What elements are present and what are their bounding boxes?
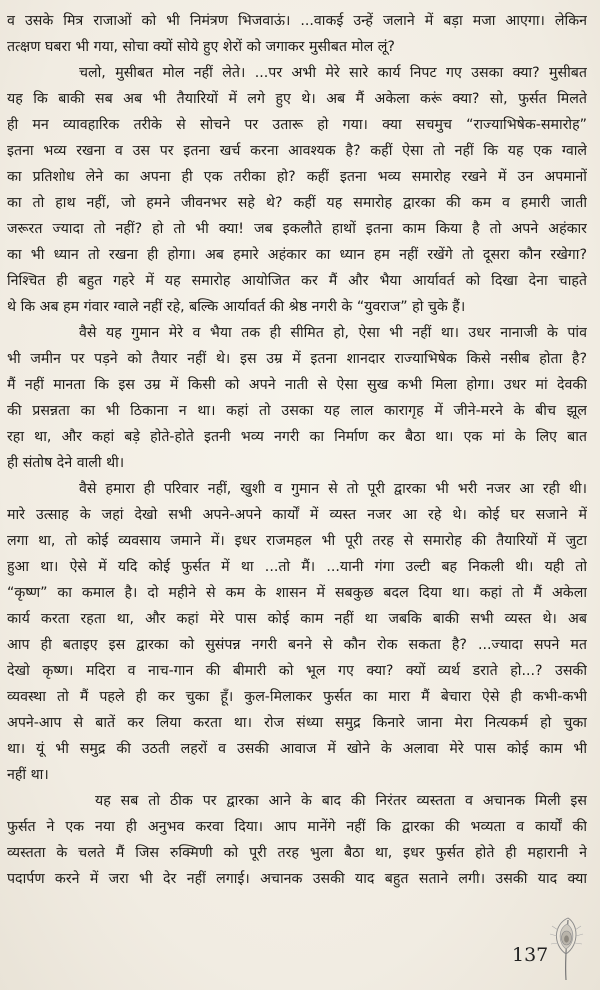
- text-line: नहीं था।: [7, 767, 49, 783]
- text-line: रहा था, और कहां बड़े होते-होते इतनी भव्य नगरी का निर्माण कर बैठा था। एक मां के लिए बात: [7, 429, 587, 445]
- paragraph-2: [7, 60, 587, 320]
- text-line: व्यवस्था तो मैं पहले ही कर चुका हूँ। कुल-मिलाकर फुर्सत का मारा मैं बेचारा ऐसे ही कभी-कभी: [7, 689, 587, 705]
- text-line: अपने-आप से बातें कर लिया करता था। रोज संध्या समुद्र किनारे जाना मेरा नित्यकर्म हो चुका: [7, 715, 587, 731]
- text-line: वैसे यह गुमान मेरे व भैया तक ही सीमित हो, ऐसा भी नहीं था। उधर नानाजी के पांव: [79, 325, 587, 341]
- text-line: यह कि बाकी सब अब भी तैयारियों में लगे हुए थे। अब मैं अकेला करूं क्या? सो, फुर्सत मिलते: [7, 91, 587, 107]
- text-line: लगा था, तो कोई व्यवसाय जमाने में। इधर राजमहल भी पूरी तरह से समारोह की तैयारियों में जुटा: [7, 533, 587, 549]
- text-line: ही मन व्यावहारिक तरीके से सोचने पर उतारू हो गया। क्या सचमुच “राज्याभिषेक-समारोह”: [7, 117, 587, 133]
- text-line: पदार्पण करने में जरा भी देर नहीं लगाई। अचानक उसकी याद बहुत सताने लगी। उसकी याद क्या: [7, 871, 587, 887]
- text-line: देखो कृष्ण। मदिरा व नाच-गान की बीमारी को भूल गए क्या? क्यों व्यर्थ डराते हो...? उसकी: [7, 663, 587, 679]
- text-line: “कृष्ण” का कमाल है। दो महीने से कम के शासन में सबकुछ बदल दिया था। कहां तो मैं अकेला: [7, 585, 587, 601]
- text-line: था। यूं भी समुद्र की उठती लहरों व उसकी आवाज में खोने के अलावा मेरे पास कोई काम भी: [7, 741, 587, 757]
- paragraph-3: [7, 320, 587, 476]
- text-line: का प्रतिशोध लेने का अपना ही एक तरीका हो? कहीं इतना भव्य समारोह रखने में उन अपमानों: [7, 169, 587, 185]
- peacock-feather-icon: [546, 910, 586, 982]
- text-line: का तो हाथ नहीं, जो हमने जीवनभर सहे थे? कहीं यह समारोह द्वारका की कम व हमारी जाती: [7, 195, 587, 211]
- text-line: यह सब तो ठीक पर द्वारका आने के बाद की निरंतर व्यस्तता व अचानक मिली इस: [95, 793, 587, 809]
- text-line: चलो, मुसीबत मोल नहीं लेते। ...पर अभी मेरे सारे कार्य निपट गए उसका क्या? मुसीबत: [79, 65, 587, 81]
- text-line: तत्क्षण घबरा भी गया, सोचा क्यों सोये हुए शेरों को जगाकर मुसीबत मोल लूं?: [7, 39, 395, 55]
- text-line: फुर्सत ने एक नया ही अनुभव करवा दिया। आप मानेंगे नहीं कि द्वारका की भव्यता व कार्यों की: [7, 819, 587, 835]
- text-line: कार्य करता रहता था, और कहां मेरे पास कोई काम नहीं था जबकि बाकी सभी व्यस्त थे। अब: [7, 611, 587, 627]
- text-line: जरूरत ज्यादा तो नहीं? हो तो भी क्या! जब इकलौते हाथों इतना काम किया है तो अपने अहंकार: [7, 221, 587, 237]
- text-line: थे कि अब हम गंवार ग्वाले नहीं रहे, बल्कि आर्यावर्त की श्रेष्ठ नगरी के “युवराज” हो चुके हैं।: [7, 299, 466, 315]
- paragraph-4: [7, 476, 587, 788]
- text-line: आप ही बताइए इस द्वारका को सुसंपन्न नगरी बनने से कौन रोक सकता है? ...ज्यादा सपने मत: [7, 637, 587, 653]
- paragraph-5: [7, 788, 587, 892]
- text-line: हुआ था। ऐसे में यदि कोई फुर्सत में था ...तो मैं। ...यानी गंगा उल्टी बह निकली थी। यही तो: [7, 559, 587, 575]
- text-line: मारे उत्साह के जहां देखो सभी अपने-अपने कार्यों में व्यस्त नजर आ रहे थे। कोई घर सजाने में: [7, 507, 587, 523]
- text-line: का भी ध्यान तो रखना ही होगा। अब हमारे अहंकार का ध्यान हम नहीं रखेंगे तो दूसरा कौन रखेगा?: [7, 247, 587, 263]
- paragraph-1: [7, 8, 587, 60]
- text-line: व उसके मित्र राजाओं को भी निमंत्रण भिजवाऊं। ...वाकई उन्हें जलाने में बड़ा मजा आएगा। लेकिन: [7, 13, 587, 29]
- text-line: व्यस्तता के चलते मैं जिस रुक्मिणी को पूरी तरह भुला बैठा था, इधर फुर्सत होते ही महारानी ने: [7, 845, 587, 861]
- text-line: भी जमीन पर पड़ने को तैयार नहीं थे। इस उम्र में इतना शानदार राज्याभिषेक किसे नसीब होता है?: [7, 351, 587, 367]
- body-text: [7, 8, 587, 892]
- text-line: इतना भव्य रखना व उस पर इतना खर्च करना आवश्यक है? कहीं ऐसा तो नहीं कि यह एक ग्वाले: [7, 143, 587, 159]
- text-line: निश्चित ही बहुत गहरे में यह समारोह आयोजित कर मैं और भैया आर्यावर्त को दिखा देना चाहते: [7, 273, 587, 289]
- text-line: की प्रसन्नता का भी ठिकाना न था। कहां तो उसका यह लाल कारागृह में जीने-मरने के बीच झूल: [7, 403, 587, 419]
- text-line: मैं नहीं मानता कि इस उम्र में किसी को अपने नाती से ऐसा सुख कभी मिला होगा। उधर मां देवकी: [7, 377, 587, 393]
- text-line: वैसे हमारा ही परिवार नहीं, खुशी व गुमान से तो पूरी द्वारका भी भरी नजर आ रही थी।: [79, 481, 587, 497]
- page-number: 137: [512, 944, 549, 966]
- text-line: ही संतोष देने वाली थी।: [7, 455, 125, 471]
